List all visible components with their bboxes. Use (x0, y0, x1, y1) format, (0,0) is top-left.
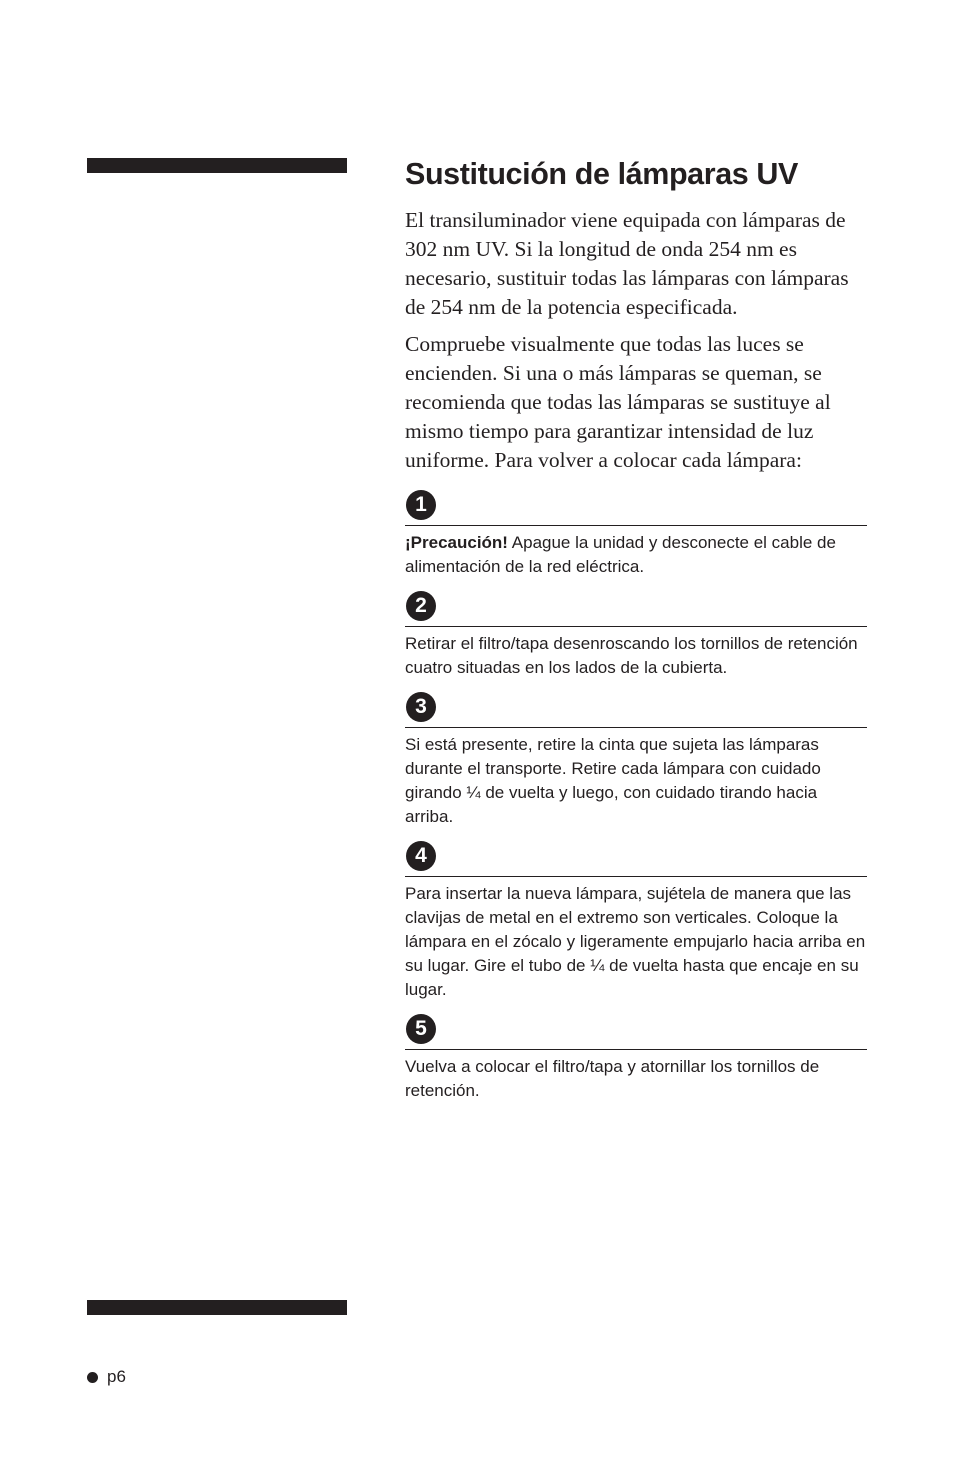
step-2-text: Retirar el filtro/tapa desenroscando los tornillos de retención cuatro situadas en los lados de la cubierta. (405, 634, 858, 677)
main-content (405, 150, 867, 1103)
step-5-header (405, 1013, 867, 1050)
step-number-badge: 1 (406, 490, 436, 520)
bottom-decorative-bar (87, 1300, 347, 1315)
step-2 (405, 590, 867, 680)
page-footer (87, 1366, 126, 1388)
step-1-header (405, 489, 867, 526)
step-4-header (405, 840, 867, 877)
step-number-badge: 3 (406, 692, 436, 722)
step-3 (405, 691, 867, 829)
step-number-badge: 5 (406, 1014, 436, 1044)
bullet-dot-icon (87, 1372, 98, 1383)
top-decorative-bar (87, 158, 347, 173)
step-1 (405, 489, 867, 579)
step-4-text: Para insertar la nueva lámpara, sujételа de manera que las clavijas de metal en el extremo son verticales. Coloque la lámpara en el zócalo y ligeramente empujarlo hacia arriba en su lugar. Gire el tubo de ¼ de vuelta hasta que encaje en su lugar. (405, 884, 866, 999)
step-5-text: Vuelva a colocar el filtro/tapa y atornillar los tornillos de retención. (405, 1057, 820, 1100)
step-3-text: Si está presente, retire la cinta que sujeta las lámparas durante el transporte. Retire cada lámpara con cuidado girando ¼ de vuelta y luego, con cuidado tirando hacia arriba. (405, 735, 821, 826)
step-1-text (405, 531, 867, 579)
caution-label: ¡Precaución! (405, 533, 508, 552)
step-4 (405, 840, 867, 1002)
intro-paragraph-2: Compruebe visualmente que todas las luces se encienden. Si una o más lámparas se queman, se recomienda que todas las lámparas se sustituye al mismo tiempo para garantizar intensidad de luz uniforme. Para volver a colocar cada lámpara: (405, 332, 831, 472)
step-2-header (405, 590, 867, 627)
step-1-body: Apague la unidad y desconecte el cable de alimentación de la red eléctrica. (405, 533, 836, 576)
page-title: Sustitución de lámparas UV (405, 157, 798, 191)
step-number-badge: 2 (406, 591, 436, 621)
step-5 (405, 1013, 867, 1103)
page-number: p6 (107, 1367, 126, 1386)
step-3-header (405, 691, 867, 728)
intro-paragraph-1: El transiluminador viene equipada con lámparas de 302 nm UV. Si la longitud de onda 254 nm es necesario, sustituir todas las lámparas con lámparas de 254 nm de la potencia especificada. (405, 208, 849, 319)
step-number-badge: 4 (406, 841, 436, 871)
